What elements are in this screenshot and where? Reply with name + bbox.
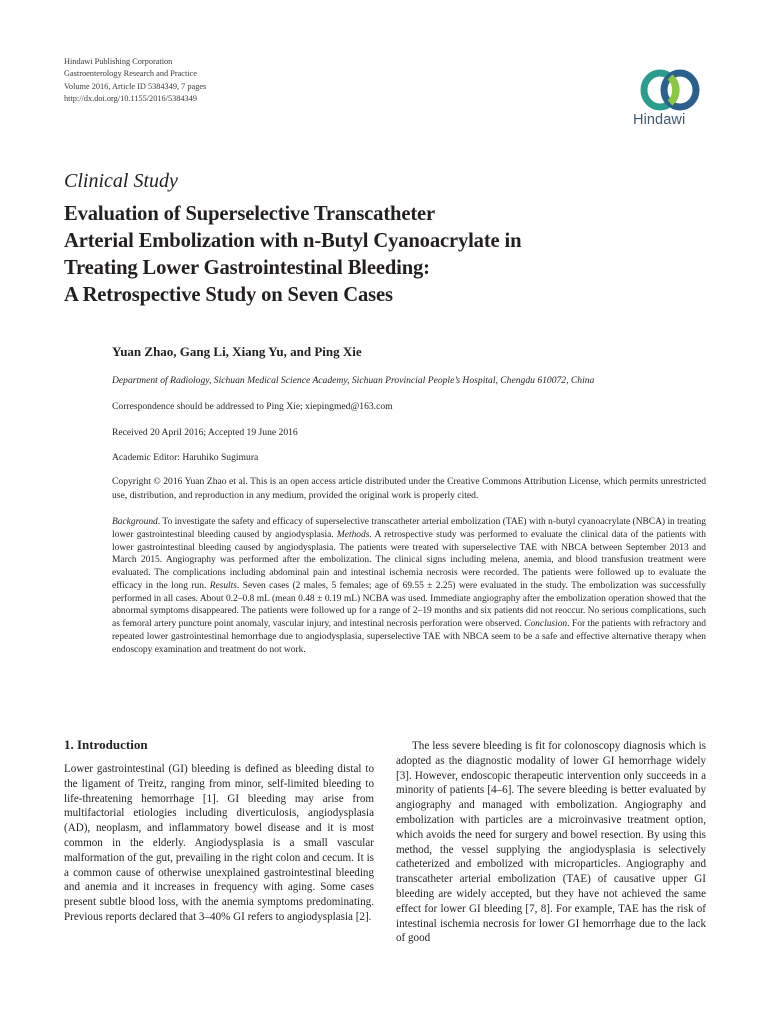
author-list: Yuan Zhao, Gang Li, Xiang Yu, and Ping Xie (112, 344, 362, 359)
section-heading: 1. Introduction (64, 737, 148, 752)
article-title (64, 201, 704, 309)
abstract-results: . Seven cases (2 males, 5 females; age of 69.55 ± 2.25) were evaluated in the study. The embolization was successfully performed in all cases. About 0.2–0.8 mL (mean 0.48 ± 0.19 mL) NCBA was used. Immediate angiography after the embolization operation showed that the abnormal symptoms disappeared. The patients were followed up for a range of 2–19 months and six patients did not reoccur. No serious complications, such as femoral artery puncture point anomaly, vascular injury, and intestinal necrosis perforation were observed. (112, 580, 706, 629)
abstract-methods-label: Methods (336, 529, 370, 540)
article-type: Clinical Study (64, 170, 178, 192)
title-line: Treating Lower Gastrointestinal Bleeding: (64, 257, 430, 279)
title-line: A Retrospective Study on Seven Cases (64, 284, 393, 306)
publisher-name: Hindawi Publishing Corporation (64, 57, 173, 66)
academic-editor: Academic Editor: Haruhiko Sugimura (112, 452, 259, 463)
title-line: Arterial Embolization with n-Butyl Cyanoacrylate in (64, 230, 522, 252)
volume-info: Volume 2016, Article ID 5384349, 7 pages (64, 81, 207, 91)
abstract-conclusion-label: Conclusion (524, 619, 568, 629)
journal-header (64, 56, 364, 106)
copyright-notice: Copyright © 2016 Yuan Zhao et al. This is an open access article distributed under the Creative Commons Attribution License, which permits unrestricted use, distribution, and reproduction in any medium, provided the original work is properly cited. (112, 476, 706, 501)
abstract-conclusion: . For the patients with refractory and repeated lower gastrointestinal hemorrhage due to angiodysplasia, superselective TAE with NBCA seem to be a safe and effective alternative therapy when endoscopy examination and treatment do not work. (112, 619, 706, 655)
body-paragraph-right: The less severe bleeding is fit for colonoscopy diagnosis which is adopted as the diagnostic modality of lower GI hemorrhage widely [3]. However, endoscopic therapeutic intervention only succeeds in a minority of patients [4–6]. The severe bleeding is better evaluated by angiography and managed with embolization. Angiography and embolization with particles are a microinvasive treatment option, which avoids the need for surgery and bowel resection. By using this method, the vessel supplying the angiodysplasia is selectively catheterized and embolized with microparticles. Angiography and transcatheter arterial embolization (TAE) of causative upper GI bleeding are widely accepted, but they have not achieved the same effect for lower GI bleeding [7, 8]. For example, TAE has the risk of intestinal ischemia necrosis for lower GI hemorrhage due to the lack of good (396, 740, 706, 945)
journal-name: Gastroenterology Research and Practice (64, 69, 197, 79)
doi-link[interactable]: http://dx.doi.org/10.1155/2016/5384349 (64, 94, 197, 104)
abstract-methods: . A retrospective study was performed to evaluate the clinical data of the patients with lower gastrointestinal bleeding caused by angiodysplasia. The patients were treated with superselective TAE with NBCA between September 2013 and March 2015. Angiography was performed after the embolization. The clinical signs including melena, anemia, and blood transfusion treatment were evaluated. The complications including abdominal pain and intestinal ischemia necrosis were recorded. The patients were followed up to evaluate the efficacy in the long run. (112, 529, 706, 591)
affiliation: Department of Radiology, Sichuan Medical Science Academy, Sichuan Provincial People’s Hospital, Chengdu 610072, China (112, 375, 595, 386)
hindawi-logo-icon (630, 60, 710, 140)
abstract-background-label: Background (112, 517, 158, 527)
title-line: Evaluation of Superselective Transcatheter (64, 203, 436, 225)
abstract (112, 516, 706, 656)
abstract-results-label: Results (209, 580, 237, 591)
hindawi-logo-text: Hindawi (633, 112, 686, 128)
body-paragraph-left: Lower gastrointestinal (GI) bleeding is defined as bleeding distal to the ligament of Treitz, ranging from minor, self-limited bleeding to life-threatening hemorrhage [1]. GI bleeding may arise from multifactorial etiologies including diverticulosis, angiodysplasia (AD), neoplasm, and inflammatory bowel disease and it is most common in the elderly. Angiodysplasia is a small vascular malformation of the gut, prevailing in the right colon and cecum. It is a common cause of otherwise unexplained gastrointestinal bleeding and anemia and it increases in frequency with aging. Some cases present subtle blood loss, with the anemia symptoms predominating. Previous reports declared that 3–40% GI refers to angiodysplasia [2]. (64, 763, 374, 923)
abstract-background: . To investigate the safety and efficacy of superselective transcatheter arterial embolization (TAE) with n-butyl cyanoacrylate (NBCA) in treating lower gastrointestinal bleeding caused by angiodysplasia. (112, 517, 706, 540)
correspondence: Correspondence should be addressed to Ping Xie; xiepingmed@163.com (112, 401, 393, 412)
received-accepted-dates: Received 20 April 2016; Accepted 19 June 2016 (112, 427, 298, 438)
